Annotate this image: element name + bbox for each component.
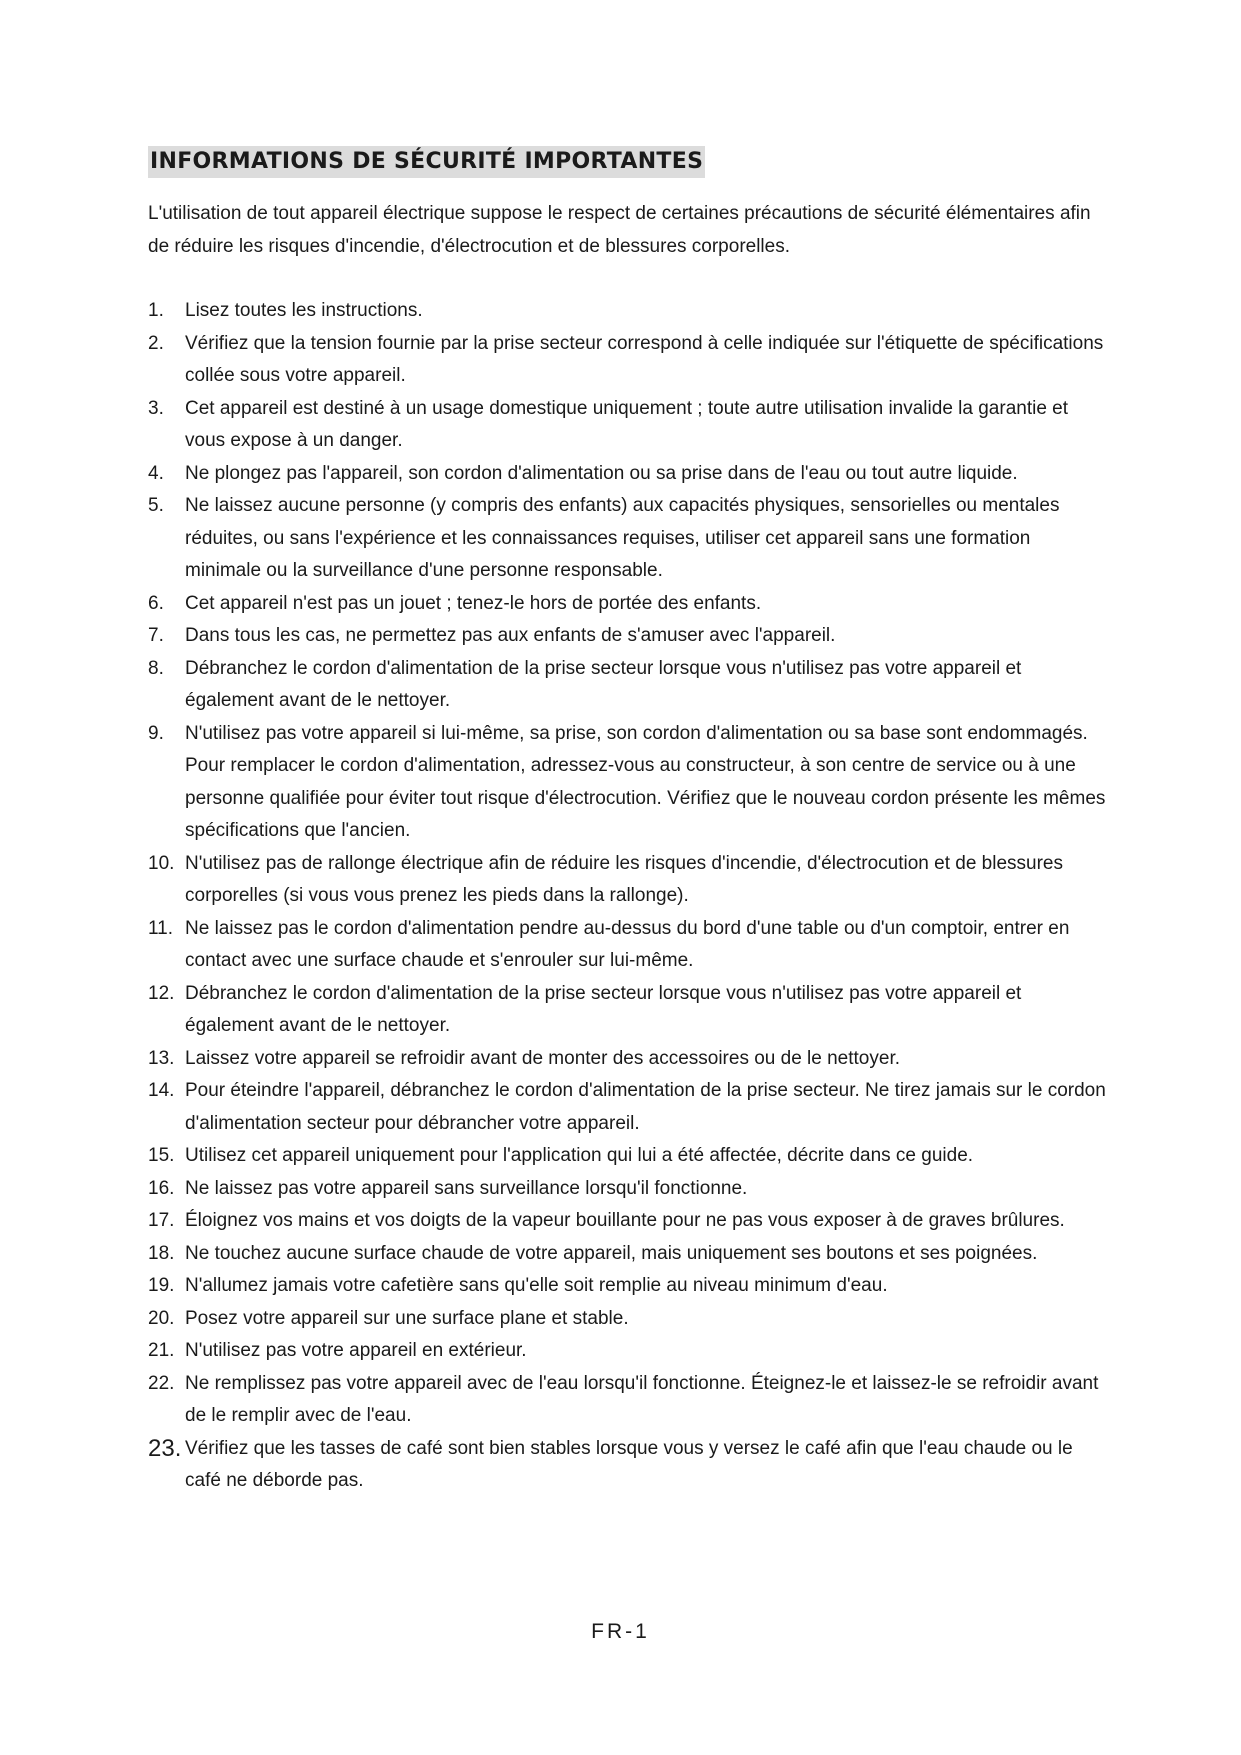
item-number: 9. — [148, 722, 164, 744]
item-number: 12. — [148, 982, 175, 1004]
page-number: FR-1 — [591, 1620, 650, 1643]
item-number: 10. — [148, 852, 175, 874]
item-text: N'allumez jamais votre cafetière sans qu'elle soit remplie au niveau minimum d'eau. — [185, 1275, 888, 1296]
item-text: Ne laissez pas votre appareil sans surveillance lorsqu'il fonctionne. — [185, 1177, 748, 1199]
item-number: 11. — [148, 917, 174, 939]
item-text: Utilisez cet appareil uniquement pour l'application qui lui a été affectée, décrite dans ce guide. — [185, 1145, 974, 1166]
item-number: 23. — [148, 1434, 182, 1462]
item-text: Dans tous les cas, ne permettez pas aux enfants de s'amuser avec l'appareil. — [185, 625, 836, 646]
item-text: Débranchez le cordon d'alimentation de la prise secteur lorsque vous n'utilisez pas votre appareil et également avant de le nettoyer. — [185, 982, 1022, 1036]
item-number: 1. — [148, 300, 164, 321]
list-item — [148, 458, 1108, 491]
item-text-group — [185, 718, 1108, 848]
item-number: 7. — [148, 625, 164, 646]
list-item — [148, 1205, 1108, 1238]
item-text: Laissez votre appareil se refroidir avant de monter des accessoires ou de le nettoyer. — [185, 1047, 900, 1069]
page-title: INFORMATIONS DE SÉCURITÉ IMPORTANTES — [148, 146, 705, 178]
item-text: Vérifiez que la tension fournie par la prise secteur correspond à celle indiquée sur l'étiquette de spécifications collée sous votre appareil. — [185, 332, 1104, 386]
item-text: Ne laissez pas le cordon d'alimentation pendre au-dessus du bord d'une table ou d'un comptoir, entrer en contact avec une surface chaude et s'enrouler sur lui-même. — [185, 917, 1070, 971]
list-item — [148, 295, 1108, 328]
list-item — [148, 1173, 1108, 1206]
item-text: Ne remplissez pas votre appareil avec de l'eau lorsqu'il fonctionne. Éteignez-le et laissez-le se refroidir avant de le remplir avec de l'eau. — [185, 1372, 1099, 1426]
list-item — [148, 1368, 1108, 1433]
item-text: N'utilisez pas de rallonge électrique afin de réduire les risques d'incendie, d'électrocution et de blessures corporelles (si vous vous prenez les pieds dans la rallonge). — [185, 852, 1063, 906]
item-number: 14. — [148, 1080, 175, 1101]
list-item — [148, 328, 1108, 393]
list-item — [148, 1270, 1108, 1303]
item-text: Posez votre appareil sur une surface plane et stable. — [185, 1307, 629, 1329]
item-text: Cet appareil n'est pas un jouet ; tenez-le hors de portée des enfants. — [185, 592, 762, 614]
item-number: 22. — [148, 1372, 175, 1394]
item-text: N'utilisez pas votre appareil si lui-même, sa prise, son cordon d'alimentation ou sa base sont endommagés. — [185, 722, 1088, 744]
item-number: 3. — [148, 397, 164, 419]
item-text: Ne touchez aucune surface chaude de votre appareil, mais uniquement ses boutons et ses poignées. — [185, 1242, 1038, 1264]
list-item — [148, 1238, 1108, 1271]
item-text: Cet appareil est destiné à un usage domestique uniquement ; toute autre utilisation invalide la garantie et vous expose à un danger. — [185, 397, 1069, 451]
list-item — [148, 1433, 1108, 1498]
list-item — [148, 1075, 1108, 1140]
list-item — [148, 653, 1108, 718]
item-number: 13. — [148, 1047, 175, 1069]
item-number: 21. — [148, 1340, 175, 1361]
item-text: N'utilisez pas votre appareil en extérieur. — [185, 1340, 527, 1361]
list-item — [148, 913, 1108, 978]
item-number: 17. — [148, 1210, 175, 1231]
item-text: Débranchez le cordon d'alimentation de la prise secteur lorsque vous n'utilisez pas votre appareil et également avant de le nettoyer. — [185, 657, 1022, 711]
item-number: 6. — [148, 592, 164, 614]
item-number: 5. — [148, 495, 164, 516]
intro-paragraph: L'utilisation de tout appareil électrique suppose le respect de certaines précautions de sécurité élémentaires afin de réduire les risques d'incendie, d'électrocution et de blessures corporelles. — [148, 203, 1091, 257]
item-number: 4. — [148, 462, 164, 484]
list-item — [148, 1303, 1108, 1336]
list-item — [148, 1140, 1108, 1173]
list-item — [148, 620, 1108, 653]
item-number: 8. — [148, 657, 164, 679]
item-text: Pour éteindre l'appareil, débranchez le cordon d'alimentation de la prise secteur. Ne tirez jamais sur le cordon d'alimentation secteur pour débrancher votre appareil. — [185, 1080, 1106, 1134]
list-item — [148, 588, 1108, 621]
item-number: 19. — [148, 1275, 175, 1296]
item-text: Lisez toutes les instructions. — [185, 300, 423, 321]
item-text: Vérifiez que les tasses de café sont bien stables lorsque vous y versez le café afin que l'eau chaude ou le café ne déborde pas. — [185, 1437, 1073, 1491]
list-item — [148, 978, 1108, 1043]
list-item — [148, 718, 1108, 848]
item-number: 20. — [148, 1307, 175, 1329]
item-text: Ne plongez pas l'appareil, son cordon d'alimentation ou sa prise dans de l'eau ou tout autre liquide. — [185, 462, 1018, 484]
item-number: 15. — [148, 1145, 175, 1166]
item-number: 2. — [148, 332, 164, 354]
item-text-continuation: Pour remplacer le cordon d'alimentation, adressez-vous au constructeur, à son centre de service ou à une personne qualifiée pour éviter tout risque d'électrocution. Vérifiez que le nouveau cordon présente les mêmes spécifications que l'ancien. — [185, 755, 1106, 841]
list-item — [148, 490, 1108, 588]
item-number: 18. — [148, 1242, 175, 1264]
item-text: Ne laissez aucune personne (y compris des enfants) aux capacités physiques, sensorielles ou mentales réduites, ou sans l'expérience et les connaissances requises, utiliser cet appareil sans une formation minimale ou la surveillance d'une personne responsable. — [185, 495, 1060, 581]
list-item — [148, 393, 1108, 458]
list-item — [148, 1335, 1108, 1368]
page-content — [148, 146, 1108, 1498]
item-number: 16. — [148, 1177, 175, 1199]
safety-instructions-list — [148, 295, 1108, 1498]
item-text: Éloignez vos mains et vos doigts de la vapeur bouillante pour ne pas vous exposer à de graves brûlures. — [185, 1210, 1065, 1231]
list-item — [148, 848, 1108, 913]
list-item — [148, 1043, 1108, 1076]
